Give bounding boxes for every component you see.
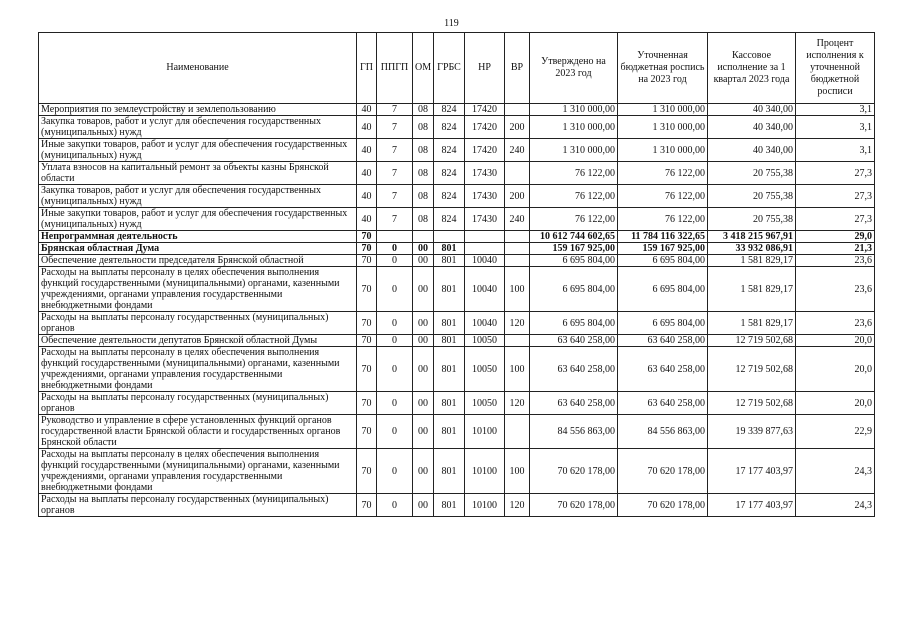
cell-gp: 70 <box>357 255 377 267</box>
cell-cash: 33 932 086,91 <box>708 243 796 255</box>
cell-percent: 24,3 <box>796 494 875 517</box>
cell-percent: 23,6 <box>796 255 875 267</box>
cell-gp: 40 <box>357 162 377 185</box>
page-number: 119 <box>444 18 459 29</box>
cell-name: Расходы на выплаты персоналу в целях обеспечения выполнения функций государственными (муниципальными) органами, казенными учреждениями, органами управления государственными внебюджетными фондами <box>39 449 357 494</box>
cell-percent: 29,0 <box>796 231 875 243</box>
cell-vr: 120 <box>505 494 530 517</box>
cell-gp: 70 <box>357 243 377 255</box>
cell-name: Непрограммная деятельность <box>39 231 357 243</box>
table-row <box>39 243 875 255</box>
cell-gp: 70 <box>357 335 377 347</box>
table-body <box>39 104 875 517</box>
cell-percent: 27,3 <box>796 208 875 231</box>
cell-percent: 22,9 <box>796 415 875 449</box>
cell-grbs: 801 <box>434 494 465 517</box>
cell-ppgp: 0 <box>377 267 413 312</box>
cell-gp: 70 <box>357 347 377 392</box>
cell-percent: 23,6 <box>796 267 875 312</box>
table-row <box>39 208 875 231</box>
cell-gp: 70 <box>357 392 377 415</box>
cell-ppgp: 0 <box>377 347 413 392</box>
cell-grbs: 824 <box>434 185 465 208</box>
cell-nr: 17430 <box>465 185 505 208</box>
cell-grbs: 824 <box>434 104 465 116</box>
cell-vr: 240 <box>505 139 530 162</box>
cell-name: Уплата взносов на капитальный ремонт за объекты казны Брянской области <box>39 162 357 185</box>
cell-approved: 70 620 178,00 <box>530 449 618 494</box>
cell-refined: 1 310 000,00 <box>618 116 708 139</box>
cell-refined: 63 640 258,00 <box>618 392 708 415</box>
cell-approved: 1 310 000,00 <box>530 116 618 139</box>
cell-om: 00 <box>413 347 434 392</box>
cell-refined: 11 784 116 322,65 <box>618 231 708 243</box>
cell-gp: 40 <box>357 116 377 139</box>
cell-nr: 10100 <box>465 415 505 449</box>
cell-om: 00 <box>413 494 434 517</box>
cell-approved: 76 122,00 <box>530 185 618 208</box>
cell-approved: 159 167 925,00 <box>530 243 618 255</box>
cell-name: Иные закупки товаров, работ и услуг для обеспечения государственных (муниципальных) нужд <box>39 139 357 162</box>
cell-name: Закупка товаров, работ и услуг для обеспечения государственных (муниципальных) нужд <box>39 185 357 208</box>
cell-grbs: 801 <box>434 335 465 347</box>
cell-vr: 120 <box>505 392 530 415</box>
cell-vr <box>505 415 530 449</box>
cell-cash: 19 339 877,63 <box>708 415 796 449</box>
header-gp: ГП <box>357 33 377 104</box>
cell-gp: 40 <box>357 139 377 162</box>
cell-name: Руководство и управление в сфере установленных функций органов государственной власти Брянской области и государственных органов Брянской области <box>39 415 357 449</box>
cell-approved: 63 640 258,00 <box>530 392 618 415</box>
cell-nr: 17420 <box>465 104 505 116</box>
cell-ppgp: 0 <box>377 243 413 255</box>
cell-ppgp: 7 <box>377 208 413 231</box>
cell-percent: 20,0 <box>796 335 875 347</box>
cell-om: 00 <box>413 335 434 347</box>
cell-ppgp: 7 <box>377 185 413 208</box>
cell-percent: 21,3 <box>796 243 875 255</box>
cell-vr <box>505 162 530 185</box>
cell-nr: 10050 <box>465 392 505 415</box>
cell-approved: 76 122,00 <box>530 208 618 231</box>
cell-om: 08 <box>413 139 434 162</box>
cell-refined: 70 620 178,00 <box>618 494 708 517</box>
table-header-row <box>39 33 875 104</box>
cell-vr: 100 <box>505 347 530 392</box>
cell-name: Расходы на выплаты персоналу государственных (муниципальных) органов <box>39 392 357 415</box>
cell-cash: 3 418 215 967,91 <box>708 231 796 243</box>
cell-gp: 70 <box>357 231 377 243</box>
cell-percent: 27,3 <box>796 162 875 185</box>
cell-grbs: 824 <box>434 139 465 162</box>
cell-ppgp: 0 <box>377 255 413 267</box>
cell-grbs: 801 <box>434 267 465 312</box>
cell-vr <box>505 243 530 255</box>
cell-vr: 200 <box>505 185 530 208</box>
cell-grbs: 801 <box>434 392 465 415</box>
cell-om: 00 <box>413 255 434 267</box>
cell-ppgp: 0 <box>377 335 413 347</box>
cell-cash: 1 581 829,17 <box>708 267 796 312</box>
cell-gp: 70 <box>357 415 377 449</box>
cell-refined: 76 122,00 <box>618 162 708 185</box>
table-row <box>39 116 875 139</box>
cell-refined: 63 640 258,00 <box>618 335 708 347</box>
cell-cash: 20 755,38 <box>708 208 796 231</box>
table-row <box>39 185 875 208</box>
cell-cash: 1 581 829,17 <box>708 255 796 267</box>
cell-nr: 10100 <box>465 449 505 494</box>
cell-nr: 17420 <box>465 116 505 139</box>
cell-om: 08 <box>413 162 434 185</box>
cell-gp: 70 <box>357 267 377 312</box>
table-row <box>39 231 875 243</box>
header-ppgp: ППГП <box>377 33 413 104</box>
table-row <box>39 139 875 162</box>
header-name: Наименование <box>39 33 357 104</box>
table-row <box>39 267 875 312</box>
cell-cash: 12 719 502,68 <box>708 335 796 347</box>
cell-gp: 40 <box>357 208 377 231</box>
cell-approved: 6 695 804,00 <box>530 255 618 267</box>
cell-nr: 10050 <box>465 347 505 392</box>
cell-nr: 17420 <box>465 139 505 162</box>
cell-ppgp: 0 <box>377 312 413 335</box>
cell-vr: 100 <box>505 449 530 494</box>
cell-percent: 20,0 <box>796 347 875 392</box>
cell-cash: 17 177 403,97 <box>708 494 796 517</box>
table-row <box>39 392 875 415</box>
table-row <box>39 449 875 494</box>
cell-grbs: 824 <box>434 162 465 185</box>
budget-table <box>38 32 875 517</box>
cell-name: Закупка товаров, работ и услуг для обеспечения государственных (муниципальных) нужд <box>39 116 357 139</box>
cell-refined: 76 122,00 <box>618 185 708 208</box>
cell-ppgp: 7 <box>377 162 413 185</box>
cell-percent: 3,1 <box>796 104 875 116</box>
cell-om: 08 <box>413 185 434 208</box>
cell-grbs: 801 <box>434 347 465 392</box>
cell-vr: 100 <box>505 267 530 312</box>
cell-om: 08 <box>413 208 434 231</box>
cell-name: Обеспечение деятельности депутатов Брянской областной Думы <box>39 335 357 347</box>
cell-cash: 12 719 502,68 <box>708 347 796 392</box>
cell-refined: 6 695 804,00 <box>618 255 708 267</box>
cell-gp: 70 <box>357 494 377 517</box>
table-row <box>39 104 875 116</box>
cell-grbs: 801 <box>434 415 465 449</box>
cell-nr: 17430 <box>465 208 505 231</box>
cell-cash: 1 581 829,17 <box>708 312 796 335</box>
cell-om: 08 <box>413 104 434 116</box>
cell-ppgp: 7 <box>377 116 413 139</box>
cell-percent: 24,3 <box>796 449 875 494</box>
cell-refined: 1 310 000,00 <box>618 104 708 116</box>
cell-cash: 40 340,00 <box>708 116 796 139</box>
cell-gp: 70 <box>357 449 377 494</box>
cell-name: Расходы на выплаты персоналу в целях обеспечения выполнения функций государственными (муниципальными) органами, казенными учреждениями, органами управления государственными внебюджетными фондами <box>39 267 357 312</box>
cell-ppgp: 0 <box>377 494 413 517</box>
cell-gp: 40 <box>357 185 377 208</box>
cell-name: Расходы на выплаты персоналу в целях обеспечения выполнения функций государственными (муниципальными) органами, казенными учреждениями, органами управления государственными внебюджетными фондами <box>39 347 357 392</box>
cell-ppgp: 7 <box>377 139 413 162</box>
cell-om: 08 <box>413 116 434 139</box>
cell-grbs: 824 <box>434 116 465 139</box>
cell-om <box>413 231 434 243</box>
header-vr: ВР <box>505 33 530 104</box>
cell-nr <box>465 231 505 243</box>
cell-approved: 1 310 000,00 <box>530 139 618 162</box>
cell-approved: 1 310 000,00 <box>530 104 618 116</box>
cell-grbs <box>434 231 465 243</box>
cell-approved: 6 695 804,00 <box>530 267 618 312</box>
header-approved: Утверждено на 2023 год <box>530 33 618 104</box>
cell-refined: 84 556 863,00 <box>618 415 708 449</box>
cell-refined: 6 695 804,00 <box>618 267 708 312</box>
cell-percent: 3,1 <box>796 116 875 139</box>
cell-nr: 10050 <box>465 335 505 347</box>
cell-gp: 70 <box>357 312 377 335</box>
cell-name: Иные закупки товаров, работ и услуг для обеспечения государственных (муниципальных) нужд <box>39 208 357 231</box>
cell-refined: 159 167 925,00 <box>618 243 708 255</box>
table-row <box>39 255 875 267</box>
cell-percent: 23,6 <box>796 312 875 335</box>
header-percent: Процент исполнения к уточненной бюджетной росписи <box>796 33 875 104</box>
cell-name: Брянская областная Дума <box>39 243 357 255</box>
cell-om: 00 <box>413 449 434 494</box>
cell-cash: 40 340,00 <box>708 139 796 162</box>
cell-om: 00 <box>413 243 434 255</box>
cell-grbs: 801 <box>434 243 465 255</box>
cell-refined: 70 620 178,00 <box>618 449 708 494</box>
cell-grbs: 824 <box>434 208 465 231</box>
cell-approved: 70 620 178,00 <box>530 494 618 517</box>
cell-cash: 12 719 502,68 <box>708 392 796 415</box>
cell-vr: 120 <box>505 312 530 335</box>
cell-nr: 10100 <box>465 494 505 517</box>
cell-refined: 63 640 258,00 <box>618 347 708 392</box>
cell-vr <box>505 255 530 267</box>
cell-approved: 63 640 258,00 <box>530 335 618 347</box>
table-row <box>39 312 875 335</box>
cell-name: Мероприятия по землеустройству и землепользованию <box>39 104 357 116</box>
cell-ppgp: 0 <box>377 392 413 415</box>
cell-ppgp <box>377 231 413 243</box>
cell-om: 00 <box>413 312 434 335</box>
cell-grbs: 801 <box>434 312 465 335</box>
cell-cash: 20 755,38 <box>708 162 796 185</box>
cell-nr: 10040 <box>465 267 505 312</box>
cell-om: 00 <box>413 392 434 415</box>
cell-refined: 6 695 804,00 <box>618 312 708 335</box>
cell-approved: 10 612 744 602,65 <box>530 231 618 243</box>
cell-refined: 76 122,00 <box>618 208 708 231</box>
cell-nr: 10040 <box>465 312 505 335</box>
header-om: ОМ <box>413 33 434 104</box>
cell-gp: 40 <box>357 104 377 116</box>
cell-approved: 6 695 804,00 <box>530 312 618 335</box>
header-refined: Уточненная бюджетная роспись на 2023 год <box>618 33 708 104</box>
cell-vr <box>505 104 530 116</box>
cell-grbs: 801 <box>434 449 465 494</box>
cell-vr: 200 <box>505 116 530 139</box>
cell-approved: 76 122,00 <box>530 162 618 185</box>
cell-name: Обеспечение деятельности председателя Брянской областной <box>39 255 357 267</box>
cell-ppgp: 0 <box>377 415 413 449</box>
cell-nr <box>465 243 505 255</box>
cell-percent: 3,1 <box>796 139 875 162</box>
cell-name: Расходы на выплаты персоналу государственных (муниципальных) органов <box>39 312 357 335</box>
cell-cash: 20 755,38 <box>708 185 796 208</box>
cell-vr <box>505 231 530 243</box>
cell-approved: 63 640 258,00 <box>530 347 618 392</box>
table-row <box>39 335 875 347</box>
cell-name: Расходы на выплаты персоналу государственных (муниципальных) органов <box>39 494 357 517</box>
header-cash: Кассовое исполнение за 1 квартал 2023 года <box>708 33 796 104</box>
cell-grbs: 801 <box>434 255 465 267</box>
header-grbs: ГРБС <box>434 33 465 104</box>
cell-cash: 40 340,00 <box>708 104 796 116</box>
header-nr: НР <box>465 33 505 104</box>
table-row <box>39 415 875 449</box>
cell-ppgp: 7 <box>377 104 413 116</box>
table-row <box>39 347 875 392</box>
cell-om: 00 <box>413 415 434 449</box>
cell-om: 00 <box>413 267 434 312</box>
cell-refined: 1 310 000,00 <box>618 139 708 162</box>
cell-percent: 27,3 <box>796 185 875 208</box>
cell-percent: 20,0 <box>796 392 875 415</box>
cell-nr: 17430 <box>465 162 505 185</box>
cell-approved: 84 556 863,00 <box>530 415 618 449</box>
cell-ppgp: 0 <box>377 449 413 494</box>
table-row <box>39 162 875 185</box>
cell-vr: 240 <box>505 208 530 231</box>
cell-cash: 17 177 403,97 <box>708 449 796 494</box>
table-row <box>39 494 875 517</box>
cell-vr <box>505 335 530 347</box>
cell-nr: 10040 <box>465 255 505 267</box>
